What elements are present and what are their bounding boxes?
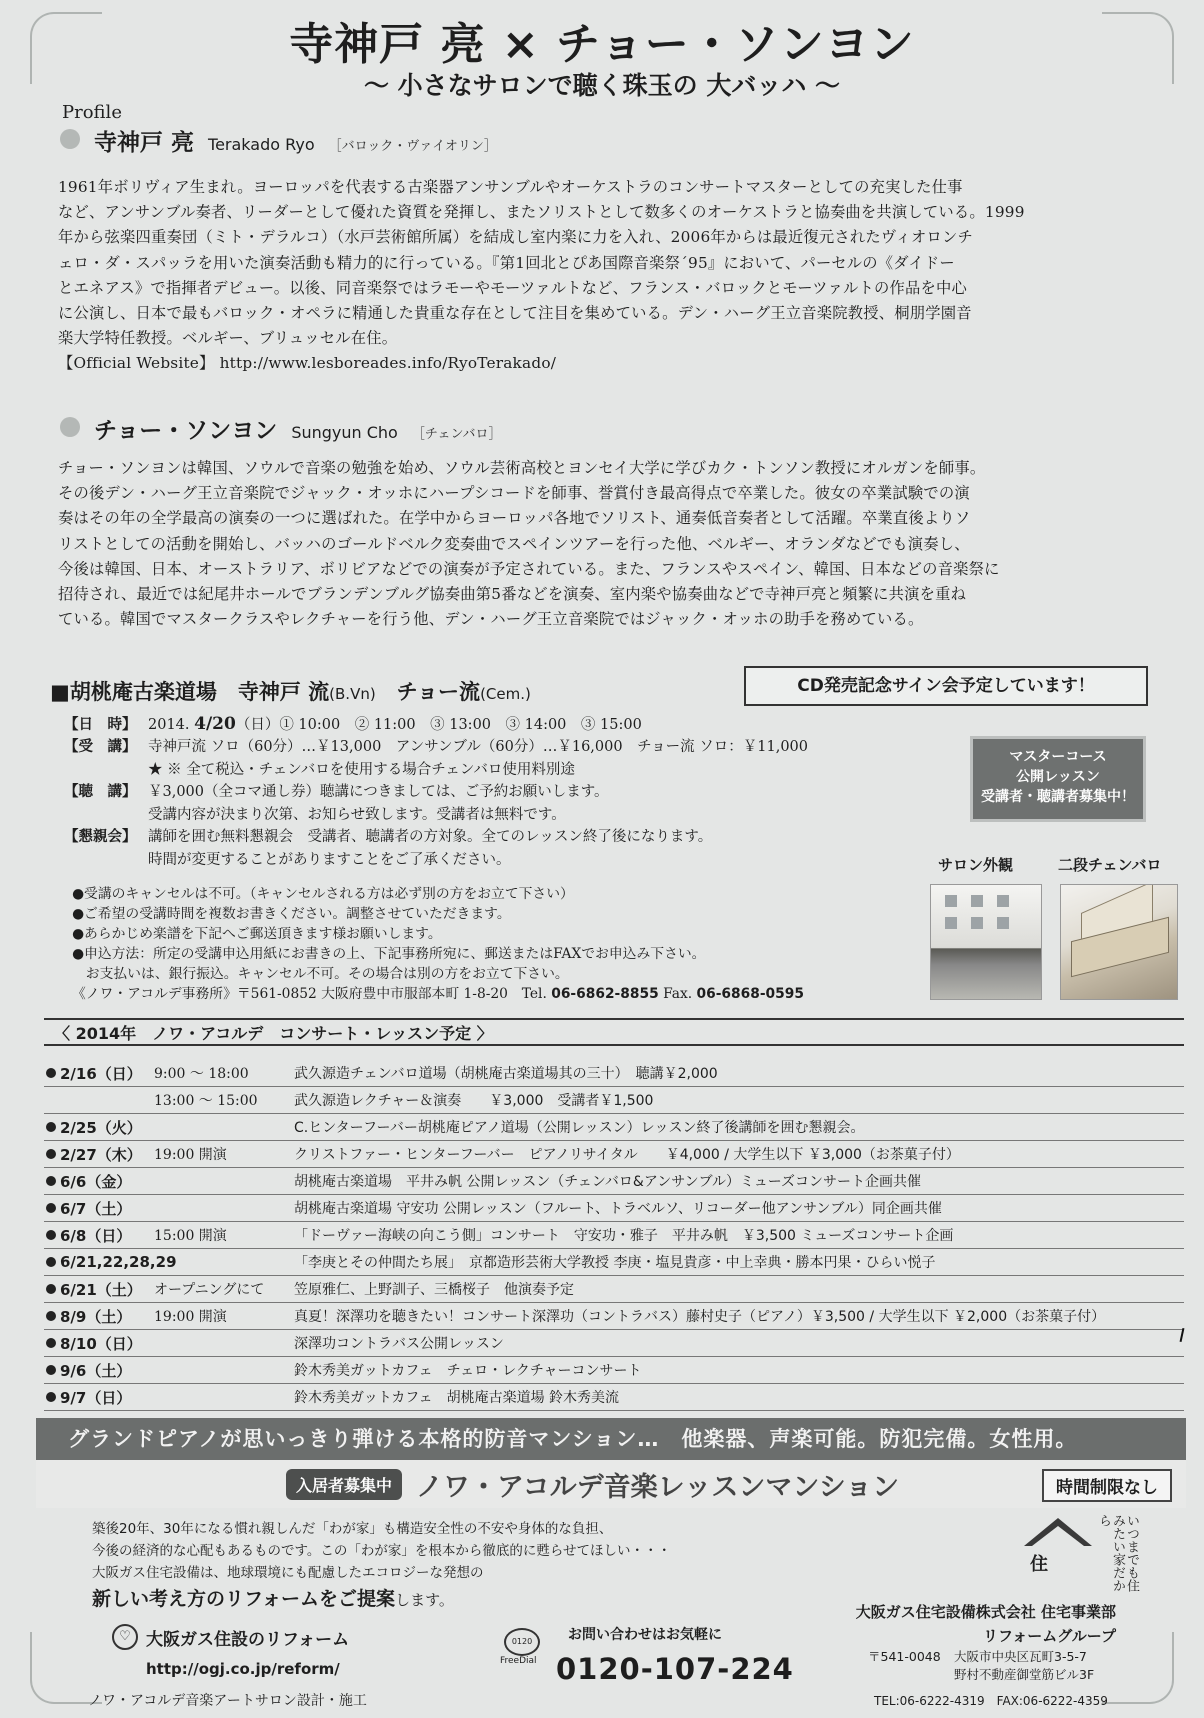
cd-signing-notice: CD発売記念サイン会予定しています！ — [744, 666, 1148, 706]
schedule-description: C.ヒンターフーバー胡桃庵ピアノ道場（公開レッスン）レッスン終了後講師を囲む懇親会。 — [294, 1120, 865, 1136]
reform-headline-main: 新しい考え方のリフォームをご提案 — [92, 1588, 396, 1610]
schedule-description: 武久源造レクチャー＆演奏 ￥3,000 受講者￥1,500 — [294, 1093, 654, 1109]
reform-line: 大阪ガス住宅設備は、地球環境にも配慮したエコロジーな発想の — [92, 1565, 484, 1581]
reform-brand — [112, 1624, 349, 1650]
event-row-lesson — [64, 735, 924, 758]
bio-line: その後デン・ハーグ王立音楽院でジャック・オッホにハープシコードを師事、誉賞付き最高得点で卒業した。彼女の卒業試験での演 — [58, 484, 970, 503]
reform-line: 築後20年、30年になる慣れ親しんだ「わが家」も構造安全性の不安や身体的な負担、 — [92, 1521, 613, 1537]
schedule-description: クリストファー・ヒンターフーバー ピアノリサイタル ￥4,000 / 大学生以下 ￥3,000（お茶菓子付） — [294, 1147, 960, 1163]
event-row-value: 2014. 4/20（日）① 10:00 ② 11:00 ③ 13:00 ③ 14:00 ③ 15:00 — [148, 713, 642, 734]
event-row-value: 講師を囲む無料懇親会 受講者、聴講者の方対象。全てのレッスン終了後になります。 — [148, 829, 713, 846]
schedule-time: 13:00 〜 15:00 — [154, 1093, 258, 1109]
profile-instrument: ［バロック・ヴァイオリン］ — [328, 139, 497, 154]
office-address: 《ノワ・アコルデ事務所》〒561-0852 大阪府豊中市服部本町 1-8-20 Tel. — [72, 986, 547, 1002]
inquiry-label: お問い合わせはお気軽に — [568, 1627, 722, 1643]
schedule-description: 武久源造チェンバロ道場（胡桃庵古楽道場其の三十） 聴講￥2,000 — [294, 1066, 718, 1082]
event-row-value: ★ ※ 全て税込・チェンバロを使用する場合チェンバロ使用料別途 — [148, 761, 575, 778]
schedule-row — [44, 1087, 1184, 1114]
window-shape — [971, 895, 983, 907]
freedial-label: FreeDial — [500, 1656, 537, 1666]
reform-headline — [92, 1584, 712, 1615]
brand-name: 大阪ガス住設のリフォーム — [146, 1629, 350, 1650]
master-course-badge — [970, 736, 1146, 822]
schedule-row — [44, 1330, 1184, 1357]
schedule-description: 「李庚とその仲間たち展」 京都造形芸術大学教授 李庚・塩見貴彦・中上幸典・勝本円果・ひらい悦子 — [294, 1255, 936, 1271]
company-line: リフォームグループ — [982, 1627, 1116, 1645]
schedule-time: 15:00 開演 — [154, 1228, 227, 1244]
schedule-row — [44, 1195, 1184, 1222]
note-line: お支払いは、銀行振込。キャンセル不可。その場合は別の方をお立て下さい。 — [72, 966, 569, 982]
bullet-dot-icon — [46, 1392, 56, 1402]
bio-line: 招待され、最近では紀尾井ホールでブランデンブルグ協奏曲第5番などを演奏、室内楽や協奏曲などで寺神戸亮と頻繁に共演を重ね — [58, 585, 967, 604]
note-line: ●ご希望の受講時間を複数お書きください。調整させていただきます。 — [72, 906, 511, 922]
schedule-time: 9:00 〜 18:00 — [154, 1066, 249, 1082]
logo-vertical-text: いつまでも住みたい家だから — [1096, 1514, 1139, 1592]
bio-line: リストとしての活動を開始し、バッハのゴールドベルク変奏曲でスペインツアーを行った他、ベルギー、オランダなどでも演奏し、 — [58, 534, 970, 553]
schedule-row — [44, 1060, 1184, 1087]
bio-line: ている。韓国でマスタークラスやレクチャーを行う他、デン・ハーグ王立音楽院ではジャック・オッホの助手を務めている。 — [58, 610, 924, 629]
schedule-date: 6/7（土） — [60, 1199, 132, 1218]
note-line: ●申込方法：所定の受講申込用紙にお書きの上、下記事務所宛に、郵送またはFAXでお申込み下さい。 — [72, 946, 706, 962]
window-shape — [997, 917, 1009, 929]
office-fax: 06-6868-0595 — [696, 986, 804, 1002]
event-row-party — [64, 825, 924, 848]
profile-bio-terakado — [58, 175, 1148, 377]
bullet-dot-icon — [46, 1257, 56, 1267]
event-details — [64, 712, 924, 870]
schedule-row — [44, 1303, 1184, 1330]
schedule-date: 2/25（火） — [60, 1118, 142, 1137]
page-title: 寺神戸 亮 × チョー・ソンヨン — [289, 19, 915, 70]
postal-code: 〒541-0048 — [868, 1649, 941, 1664]
company-address — [868, 1648, 1094, 1684]
event-row-label: 【日 時】 — [64, 715, 137, 733]
bio-line: 今後は韓国、日本、オーストラリア、ボリビアなどでの演奏が予定されている。また、フランスやスペイン、韓国、日本などの音楽祭に — [58, 559, 1000, 578]
bio-line: 1961年ボリヴィア生まれ。ヨーロッパを代表する古楽器アンサンブルやオーケストラのコンサートマスターとしての充実した仕事 — [58, 178, 963, 196]
bio-line: とエネアス》で指揮者デビュー。以後、同音楽祭ではラモーやモーツァルトなど、フランス・バロックとモーツァルトの作品を中心 — [58, 278, 967, 297]
profile-label: Profile — [62, 102, 122, 123]
event-row-note — [64, 802, 924, 825]
event-row-label: 【聴 講】 — [64, 783, 137, 801]
bullet-dot-icon — [46, 1284, 56, 1294]
roof-inner — [1032, 1526, 1084, 1546]
schedule-description: 鈴木秀美ガットカフェ 胡桃庵古楽道場 鈴木秀美流 — [294, 1390, 620, 1406]
reform-url-link[interactable]: http://ogj.co.jp/reform/ — [146, 1660, 340, 1678]
badge-line: マスターコース — [1009, 749, 1107, 765]
schedule-description: 胡桃庵古楽道場 平井み帆 公開レッスン（チェンバロ&アンサンブル）ミューズコンサート企画共催 — [294, 1174, 922, 1190]
schedule-row — [44, 1249, 1184, 1276]
bullet-dot-icon — [46, 1068, 56, 1078]
bio-line: 奏はその年の全学最高の演奏の一つに選ばれた。在学中からヨーロッパ各地でソリスト、通奏低音奏者として活躍。卒業直後よりソ — [58, 509, 971, 528]
window-shape — [971, 917, 983, 929]
bio-line: 楽大学特任教授。ベルギー、ブリュッセル在住。 — [58, 329, 398, 348]
profile-name-jp: チョー・ソンヨン — [94, 418, 278, 444]
window-shape — [945, 917, 957, 929]
window-shape — [997, 895, 1009, 907]
freedial-number[interactable]: 0120-107-224 — [556, 1652, 794, 1686]
profile-bio-cho — [58, 456, 1148, 632]
bullet-dot-icon — [46, 1365, 56, 1375]
profile-heading-terakado — [60, 124, 497, 154]
schedule-date: 6/21,22,28,29 — [60, 1253, 177, 1271]
profile-heading-cho — [60, 412, 502, 442]
designer-credit: ノワ・アコルデ音楽アートサロン設計・施工 — [88, 1693, 367, 1709]
company-tel-fax: TEL:06-6222-4319 FAX:06-6222-4359 — [874, 1694, 1108, 1708]
application-notes — [72, 884, 932, 1004]
profile-name-en: Terakado Ryo — [208, 135, 315, 154]
event-title-part: ■胡桃庵古楽道場 寺神戸 流 — [50, 680, 330, 704]
event-row-value: 寺神戸流 ソロ（60分）…￥13,000 アンサンブル（60分）…￥16,000 チョー流 ソロ：￥11,000 — [148, 739, 809, 756]
office-fax-label: Fax. — [663, 986, 693, 1002]
bio-line: チョー・ソンヨンは韓国、ソウルで音楽の勉強を始め、ソウル芸術高校とヨンセイ大学に学びカク・トンソン教授にオルガンを師事。 — [58, 459, 986, 477]
salon-exterior-photo — [930, 884, 1042, 1000]
event-title-inst: (B.Vn) — [329, 685, 376, 703]
event-row-audit — [64, 780, 924, 803]
event-row-note — [64, 757, 924, 780]
schedule-description: 深澤功コントラバス公開レッスン — [294, 1336, 504, 1352]
office-tel: 06-6862-8855 — [551, 986, 659, 1002]
schedule-row — [44, 1141, 1184, 1168]
note-line: ●受講のキャンセルは不可。（キャンセルされる方は必ず別の方をお立て下さい） — [72, 886, 574, 902]
bio-line: ェロ・ダ・スパッラを用いた演奏活動も精力的に行っている。『第1回北とぴあ国際音楽祭´95』において、パーセルの《ダイドー — [58, 253, 955, 272]
no-time-limit-badge: 時間制限なし — [1042, 1469, 1172, 1502]
schedule-date: 6/6（金） — [60, 1172, 132, 1191]
window-shape — [945, 895, 957, 907]
event-title — [50, 676, 531, 706]
schedule-description: 真夏！深澤功を聴きたい！コンサート深澤功（コントラバス）藤村史子（ピアノ）￥3,500 / 大学生以下 ￥2,000（お茶菓子付） — [294, 1309, 1106, 1325]
photo-label-cembalo: 二段チェンバロ — [1058, 856, 1162, 874]
schedule-date: 9/7（日） — [60, 1388, 132, 1407]
bio-line: など、アンサンブル奏者、リーダーとして優れた資質を発揮し、またソリストとして数多くのオーケストラと協奏曲を共演している。1999 — [58, 203, 1025, 222]
bullet-circle-icon — [60, 417, 80, 437]
bullet-dot-icon — [46, 1338, 56, 1348]
schedule-time: 19:00 開演 — [154, 1309, 227, 1325]
schedule-row — [44, 1114, 1184, 1141]
schedule-date: 8/10（日） — [60, 1334, 142, 1353]
schedule-description: 「ドーヴァー海峡の向こう側」コンサート 守安功・雅子 平井み帆 ￥3,500 ミューズコンサート企画 — [294, 1228, 954, 1244]
schedule-description: 鈴木秀美ガットカフェ チェロ・レクチャーコンサート — [294, 1363, 642, 1379]
company-name — [856, 1600, 1116, 1648]
event-row-value: ￥3,000（全コマ通し券）聴講につきましては、ご予約お願いします。 — [148, 784, 609, 801]
badge-line: 受講者・聴講者募集中！ — [981, 789, 1135, 805]
schedule-row — [44, 1384, 1184, 1411]
schedule-time: オープニングにて — [154, 1282, 265, 1298]
mansion-name: ノワ・アコルデ音楽レッスンマンション — [416, 1471, 900, 1503]
reform-line: 今後の経済的な心配もあるものです。この「わが家」を根本から徹底的に甦らせてほしい・・・ — [92, 1543, 672, 1559]
bullet-dot-icon — [46, 1149, 56, 1159]
bullet-circle-icon — [60, 129, 80, 149]
bullet-dot-icon — [46, 1176, 56, 1186]
bullet-dot-icon — [46, 1203, 56, 1213]
profile-instrument: ［チェンバロ］ — [411, 427, 502, 442]
schedule-table — [44, 1060, 1184, 1411]
schedule-date: 6/21（土） — [60, 1280, 142, 1299]
freedial-icon: 0120 — [504, 1628, 540, 1656]
bio-line: に公演し、日本で最もバロック・オペラに精通した貴重な存在として注目を集めている。デン・ハーグ王立音楽院教授、桐朋学園音 — [58, 304, 972, 323]
office-contact — [72, 984, 932, 1004]
mansion-banner-headline: グランドピアノが思いっきり弾ける本格的防音マンション… 他楽器、声楽可能。防犯完備。女性用。 — [36, 1418, 1186, 1460]
event-row-label: 【懇親会】 — [64, 828, 137, 846]
schedule-row — [44, 1168, 1184, 1195]
note-line: ●あらかじめ楽譜を下記へご郵送頂きます様お願いします。 — [72, 926, 442, 942]
company-line: 大阪ガス住宅設備株式会社 住宅事業部 — [855, 1603, 1116, 1621]
address-line: 野村不動産御堂筋ビル3F — [954, 1667, 1095, 1682]
bullet-dot-icon — [46, 1230, 56, 1240]
schedule-heading: 〈 2014年 ノワ・アコルデ コンサート・レッスン予定 〉 — [44, 1018, 1184, 1046]
profile-name-jp: 寺神戸 亮 — [94, 130, 195, 156]
event-row-value: 時間が変更することがありますことをご了承ください。 — [148, 851, 511, 868]
event-row-note — [64, 847, 924, 870]
bio-line: 年から弦楽四重奏団（ミト・デラルコ）（水戸芸術館所属）を結成し室内楽に力を入れ、2006年からは最近復元されたヴィオロンチ — [58, 228, 973, 247]
event-row-label: 【受 講】 — [64, 738, 137, 756]
osaka-gas-logo-icon: ♡ — [112, 1624, 138, 1650]
schedule-row — [44, 1222, 1184, 1249]
harpsichord-photo — [1060, 884, 1178, 1000]
recruiting-badge: 入居者募集中 — [286, 1469, 402, 1500]
event-row-datetime — [64, 712, 924, 735]
schedule-date: 9/6（土） — [60, 1361, 132, 1380]
page-subtitle: 〜 小さなサロンで聴く珠玉の 大バッハ 〜 — [363, 71, 841, 100]
photo-label-salon: サロン外観 — [938, 856, 1014, 874]
schedule-description: 笠原雅仁、上野訓子、三橋桜子 他演奏予定 — [294, 1282, 574, 1298]
reform-ad-text — [92, 1518, 712, 1615]
house-logo-icon — [1016, 1510, 1139, 1598]
schedule-date: 6/8（日） — [60, 1226, 132, 1245]
bullet-dot-icon — [46, 1122, 56, 1132]
schedule-date: 8/9（土） — [60, 1307, 132, 1326]
profile-name-en: Sungyun Cho — [291, 423, 398, 442]
mansion-banner — [36, 1460, 1186, 1508]
event-row-value: 受講内容が決まり次第、お知らせ致します。受講者は無料です。 — [148, 806, 566, 823]
event-title-inst: (Cem.) — [480, 685, 531, 703]
schedule-description: 胡桃庵古楽道場 守安功 公開レッスン（フルート、トラベルソ、リコーダー他アンサンブル）同企画共催 — [294, 1201, 942, 1217]
reform-headline-tail: します。 — [395, 1591, 454, 1609]
event-title-part: チョー流 — [375, 680, 481, 704]
badge-line: 公開レッスン — [1016, 769, 1100, 785]
logo-glyph: 住 — [1030, 1554, 1048, 1575]
bullet-dot-icon — [46, 1311, 56, 1321]
schedule-time: 19:00 開演 — [154, 1147, 227, 1163]
schedule-row — [44, 1276, 1184, 1303]
schedule-date: 2/16（日） — [60, 1064, 142, 1083]
official-website-link[interactable]: 【Official Website】 http://www.lesboreades.info/RyoTerakado/ — [58, 354, 557, 373]
address-line: 大阪市中央区瓦町3-5-7 — [954, 1649, 1087, 1664]
schedule-date: 2/27（木） — [60, 1145, 142, 1164]
schedule-row — [44, 1357, 1184, 1384]
